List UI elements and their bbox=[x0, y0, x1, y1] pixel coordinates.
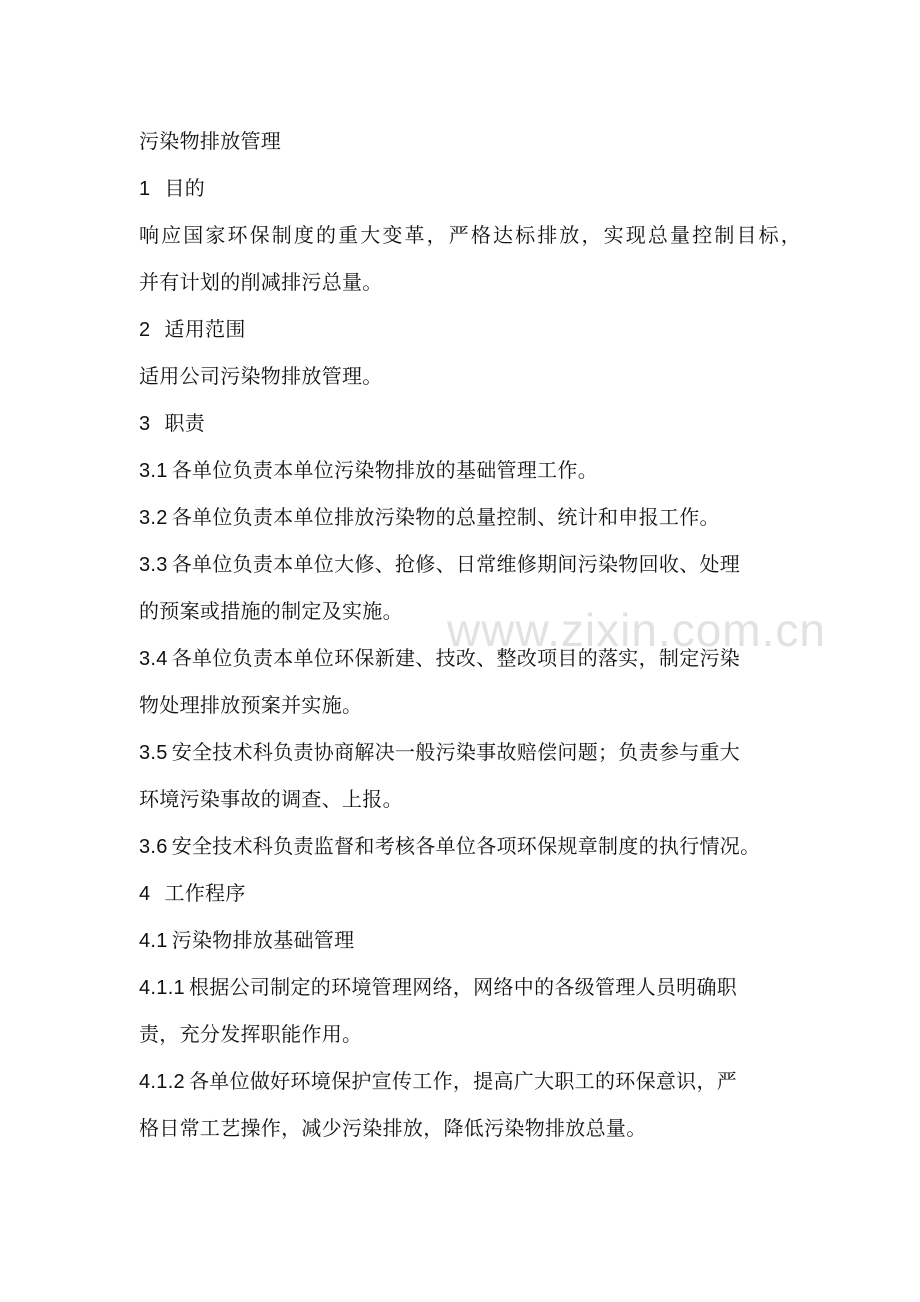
clause-4-1-2 bbox=[139, 1058, 801, 1105]
paragraph-line: 物处理排放预案并实施。 bbox=[139, 693, 363, 717]
clause-text: 根据公司制定的环境管理网络，网络中的各级管理人员明确职 bbox=[188, 975, 738, 999]
section-heading-2 bbox=[139, 306, 801, 353]
clause-text: 各单位负责本单位排放污染物的总量控制、统计和申报工作。 bbox=[171, 505, 720, 529]
section-title: 工作程序 bbox=[164, 881, 246, 905]
clause-3-2 bbox=[139, 494, 801, 541]
section-heading-4 bbox=[139, 870, 801, 917]
watermark-text: www.zixin.com.cn bbox=[447, 604, 826, 656]
clause-3-3 bbox=[139, 541, 801, 588]
paragraph-line: 并有计划的削减排污总量。 bbox=[139, 270, 383, 294]
clause-number: 3.6 bbox=[139, 836, 168, 858]
clause-number: 3.3 bbox=[139, 554, 168, 576]
section-title: 适用范围 bbox=[164, 317, 246, 341]
clause-text: 安全技术科负责协商解决一般污染事故赔偿问题；负责参与重大 bbox=[171, 740, 741, 764]
clause-number: 3.5 bbox=[139, 742, 168, 764]
document-title: 污染物排放管理 bbox=[139, 129, 282, 153]
clause-text: 安全技术科负责监督和考核各单位各项环保规章制度的执行情况。 bbox=[171, 834, 761, 858]
paragraph-line: 环境污染事故的调查、上报。 bbox=[139, 787, 403, 811]
clause-number: 4.1.1 bbox=[139, 977, 185, 999]
clause-text: 污染物排放基础管理 bbox=[171, 928, 355, 952]
section-title: 职责 bbox=[164, 411, 206, 435]
clause-number: 3.4 bbox=[139, 648, 168, 670]
section-title: 目的 bbox=[164, 176, 206, 200]
clause-text: 各单位负责本单位环保新建、技改、整改项目的落实，制定污染 bbox=[171, 646, 741, 670]
clause-number: 3.1 bbox=[139, 460, 168, 482]
clause-number: 4.1 bbox=[139, 930, 168, 952]
section-number: 3 bbox=[139, 413, 151, 435]
clause-text: 各单位负责本单位污染物排放的基础管理工作。 bbox=[171, 458, 599, 482]
section-heading-3 bbox=[139, 400, 801, 447]
paragraph-line: 适用公司污染物排放管理。 bbox=[139, 364, 383, 388]
paragraph-line: 责，充分发挥职能作用。 bbox=[139, 1022, 363, 1046]
clause-4-1 bbox=[139, 917, 801, 964]
clause-3-4 bbox=[139, 635, 801, 682]
section-number: 4 bbox=[139, 883, 151, 905]
clause-3-5 bbox=[139, 729, 801, 776]
clause-3-1 bbox=[139, 447, 801, 494]
paragraph-line: 格日常工艺操作，减少污染排放，降低污染物排放总量。 bbox=[139, 1116, 647, 1140]
section-number: 1 bbox=[139, 178, 151, 200]
clause-3-6 bbox=[139, 823, 801, 870]
section-heading-1 bbox=[139, 165, 801, 212]
clause-text: 各单位负责本单位大修、抢修、日常维修期间污染物回收、处理 bbox=[171, 552, 741, 576]
paragraph-line: 的预案或措施的制定及实施。 bbox=[139, 599, 403, 623]
clause-number: 4.1.2 bbox=[139, 1071, 185, 1093]
document-body bbox=[139, 118, 801, 1152]
clause-number: 3.2 bbox=[139, 507, 168, 529]
paragraph-line: 响应国家环保制度的重大变革，严格达标排放，实现总量控制目标， bbox=[139, 223, 801, 247]
clause-text: 各单位做好环境保护宣传工作，提高广大职工的环保意识，严 bbox=[188, 1069, 738, 1093]
section-number: 2 bbox=[139, 319, 151, 341]
clause-4-1-1 bbox=[139, 964, 801, 1011]
